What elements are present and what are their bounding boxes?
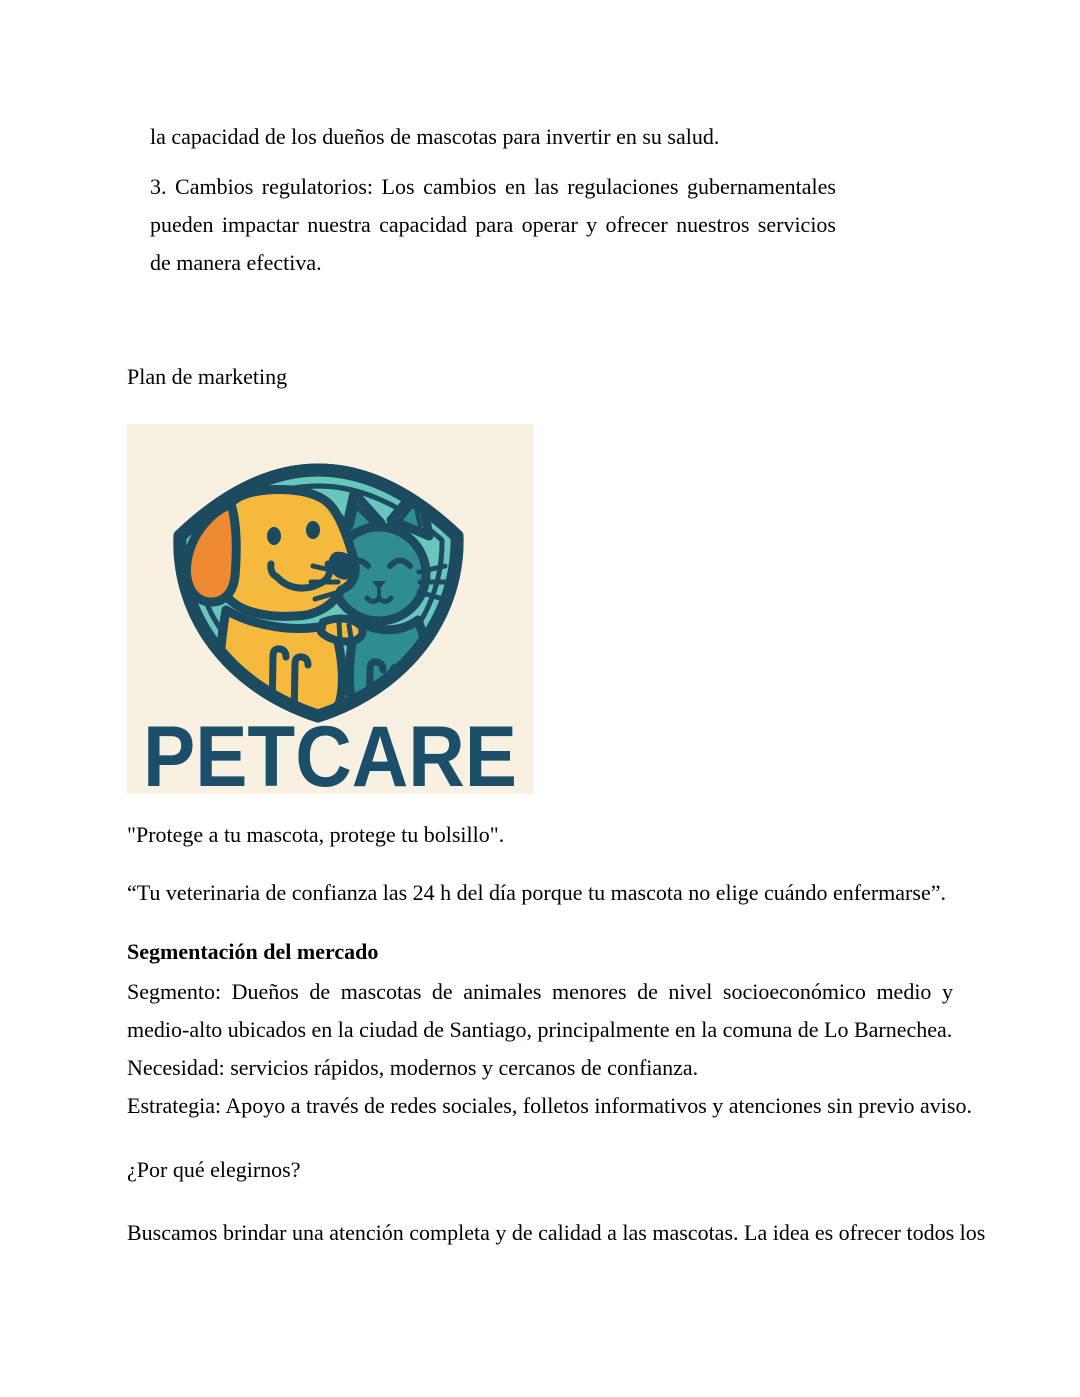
segmentation-segment: Segmento: Dueños de mascotas de animales menores de nivel socioeconómico medio y medio-alto ubicados en la ciudad de Santiago, principalmente en la comuna de Lo Barnechea. <box>127 979 953 1042</box>
why-choose-us-heading: ¿Por qué elegirnos? <box>127 1157 301 1182</box>
cat-mouth <box>367 598 391 602</box>
segmentation-block <box>127 973 972 1125</box>
numbered-list-item-3: 3. Cambios regulatorios: Los cambios en las regulaciones gubernamentales pueden impactar nuestra capacidad para operar y ofrecer nuestros servicios de manera efectiva. <box>150 174 836 275</box>
closing-paragraph: Buscamos brindar una atención completa y de calidad a las mascotas. La idea es ofrecer todos los <box>127 1220 986 1245</box>
dog-eye-right <box>306 521 320 539</box>
slogan-secondary: “Tu veterinaria de confianza las 24 h del día porque tu mascota no elige cuándo enfermarse”. <box>127 880 946 905</box>
segmentation-strategy: Estrategia: Apoyo a través de redes sociales, folletos informativos y atenciones sin previo aviso. <box>127 1093 972 1118</box>
petcare-logo <box>127 424 534 794</box>
paragraph-continuation: la capacidad de los dueños de mascotas para invertir en su salud. <box>150 124 720 149</box>
petcare-logo-image <box>127 424 534 794</box>
dog-eye-left <box>267 527 281 545</box>
logo-wordmark: PETCARE <box>143 709 517 794</box>
marketing-plan-heading: Plan de marketing <box>127 364 288 389</box>
segmentation-need: Necesidad: servicios rápidos, modernos y cercanos de confianza. <box>127 1055 699 1080</box>
slogan-primary: "Protege a tu mascota, protege tu bolsillo". <box>127 822 505 847</box>
segmentation-heading: Segmentación del mercado <box>127 939 379 964</box>
